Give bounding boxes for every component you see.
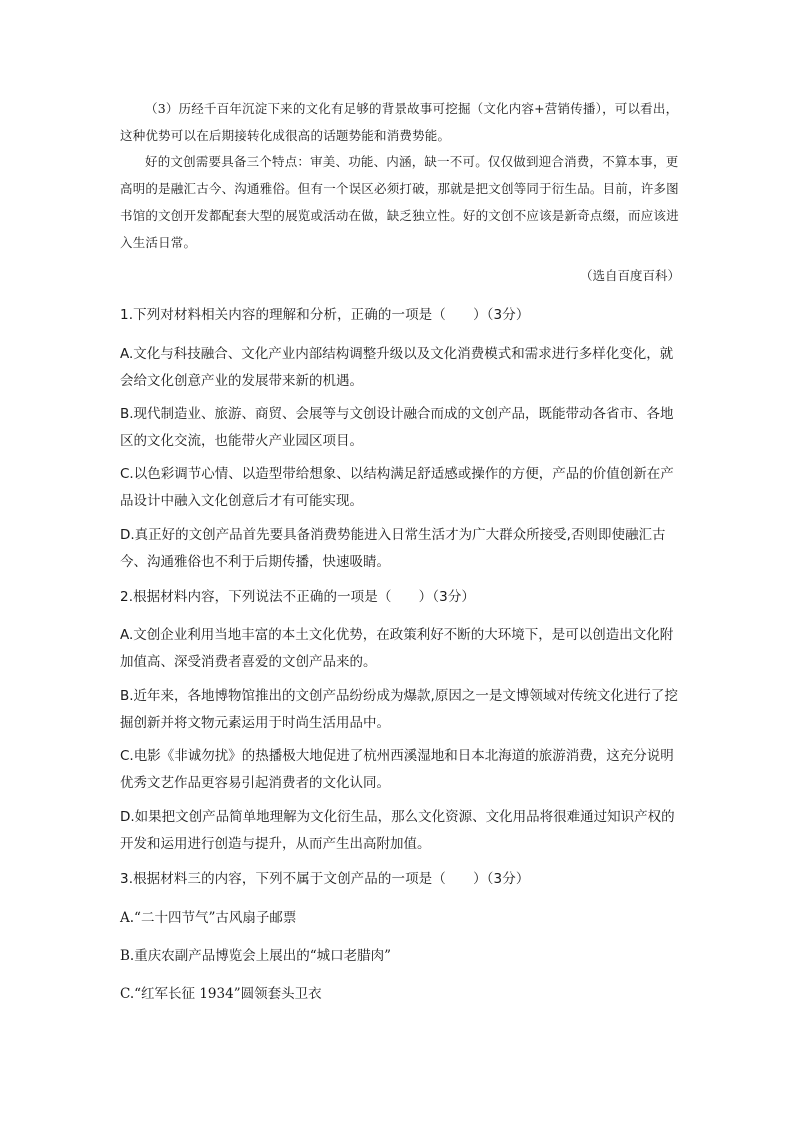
question-2-option-d: D.如果把文创产品简单地理解为文化衍生品，那么文化资源、文化用品将很难通过知识产权的开发和运用进行创造与提升，从而产生出高附加值。 [120,809,675,852]
question-1-option-b: B.现代制造业、旅游、商贸、会展等与文创设计融合而成的文创产品，既能带动各省市、各地区的文化交流，也能带火产业园区项目。 [120,406,674,449]
question-3-option-c: C.“红军长征 1934”圆领套头卫衣 [120,986,322,1002]
material-source: （选自百度百科） [579,268,680,283]
question-2-option-a: A.文创企业利用当地丰富的本土文化优势，在政策利好不断的大环境下，是可以创造出文化附加值高、深受消费者喜爱的文创产品来的。 [120,627,674,670]
question-1-option-d: D.真正好的文创产品首先要具备消费势能进入日常生活才为广大群众所接受,否则即使融汇古今、沟通雅俗也不利于后期传播，快速吸睛。 [120,527,666,570]
question-1-option-c: C.以色彩调节心情、以造型带给想象、以结构满足舒适感或操作的方便，产品的价值创新在产品设计中融入文化创意后才有可能实现。 [120,466,674,509]
question-3-option-b: B.重庆农副产品博览会上展出的“城口老腊肉” [120,948,392,964]
question-2-option-b: B.近年来，各地博物馆推出的文创产品纷纷成为爆款,原因之一是文博领域对传统文化进行了挖掘创新并将文物元素运用于时尚生活用品中。 [120,688,678,731]
question-3-option-a: A.“二十四节气”古风扇子邮票 [120,910,297,926]
material-paragraph-1: （3）历经千百年沉淀下来的文化有足够的背景故事可挖掘（文化内容+营销传播），可以看出，这种优势可以在后期接转化成很高的话题势能和消费势能。 [120,101,679,143]
question-1-stem: 1.下列对材料相关内容的理解和分析，正确的一项是（ ）（3分） [120,307,530,323]
question-2-stem: 2.根据材料内容，下列说法不正确的一项是（ ）（3分） [120,589,476,605]
question-3-stem: 3.根据材料三的内容，下列不属于文创产品的一项是（ ）（3分） [120,871,530,887]
material-paragraph-2: 好的文创需要具备三个特点：审美、功能、内涵，缺一不可。仅仅做到迎合消费，不算本事，更高明的是融汇古今、沟通雅俗。但有一个误区必须打破，那就是把文创等同于衍生品。目前，许多图书馆的文创开发都配套大型的展览或活动在做，缺乏独立性。好的文创不应该是新奇点缀，而应该进入生活日常。 [120,154,679,250]
question-2-option-c: C.电影《非诚勿扰》的热播极大地促进了杭州西溪湿地和日本北海道的旅游消费，这充分说明优秀文艺作品更容易引起消费者的文化认同。 [120,748,674,791]
question-1-option-a: A.文化与科技融合、文化产业内部结构调整升级以及文化消费模式和需求进行多样化变化，就会给文化创意产业的发展带来新的机遇。 [120,346,674,389]
